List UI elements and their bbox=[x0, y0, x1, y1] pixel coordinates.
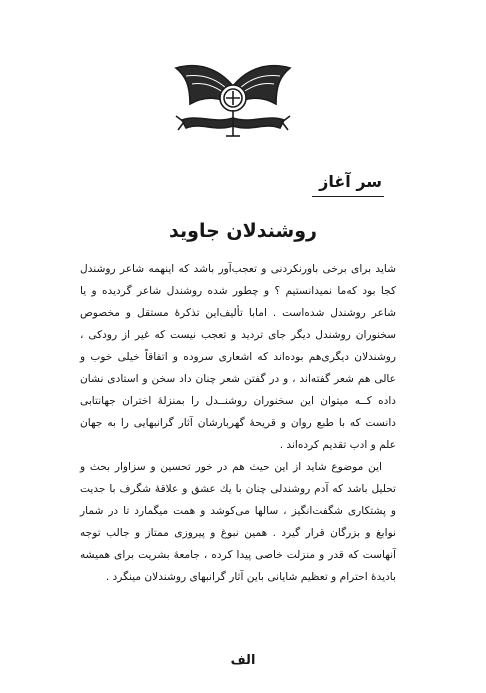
section-label-rule bbox=[312, 196, 384, 197]
section-label: سر آغاز bbox=[319, 172, 382, 191]
paragraph-two: این موضوع شاید از این حیث هم در خور تحسین و سزاوار بحث و تحلیل باشد که آدم روشندلی چنان با یك عشق و علاقهٔ شگرف با جدیت و پشتکاری شگفت‌انگیز ، سالها می‌کوشد و همت میگمارد تا در شمار نوابغ و بزرگان قرار گیرد . همین نبوغ و پیروزی ممتاز و جالب توجه آنهاست که قدر و منزلت خاصی پیدا کرده ، جامعهٔ بشریت برای همیشه بادیدهٔ احترام و تعظیم شایانی باین آثار گرانبهای روشندلان مینگرد . bbox=[80, 461, 396, 583]
page-heading: روشندلان جاوید bbox=[169, 220, 317, 242]
page-number: الف bbox=[230, 653, 256, 668]
body-text bbox=[80, 258, 396, 588]
paragraph-one: شاید برای برخی باورنکردنی و تعجب‌آور باشد که اینهمه شاعر روشندل کجا بود که‌ما نمیدانستیم ؟ و چطور شده روشندل شاعر گردیده و یا شاعر روشندل شده‌است . امابا تألیف‌این تذکرهٔ مستقل و مخصوص سخنوران روشندل دیگر جای تردید و تعجب نیست که غیر از رودکی ، روشندلان دیگری‌هم بوده‌اند که اشعاری سروده و اتفاقاً خیلی خوب و عالی هم شعر گفته‌اند ، و در گفتن شعر چنان داد سخن و استادی نشان داده کــه میتوان این سخنوران روشنــدل را بمنزلهٔ اختران جهانتابی دانست که با طبع روان و قریحهٔ گهربارشان آثار گرانبهایی را به جهان علم و ادب تقدیم کرده‌اند . bbox=[80, 263, 396, 451]
book-emblem-ornament bbox=[168, 46, 298, 144]
